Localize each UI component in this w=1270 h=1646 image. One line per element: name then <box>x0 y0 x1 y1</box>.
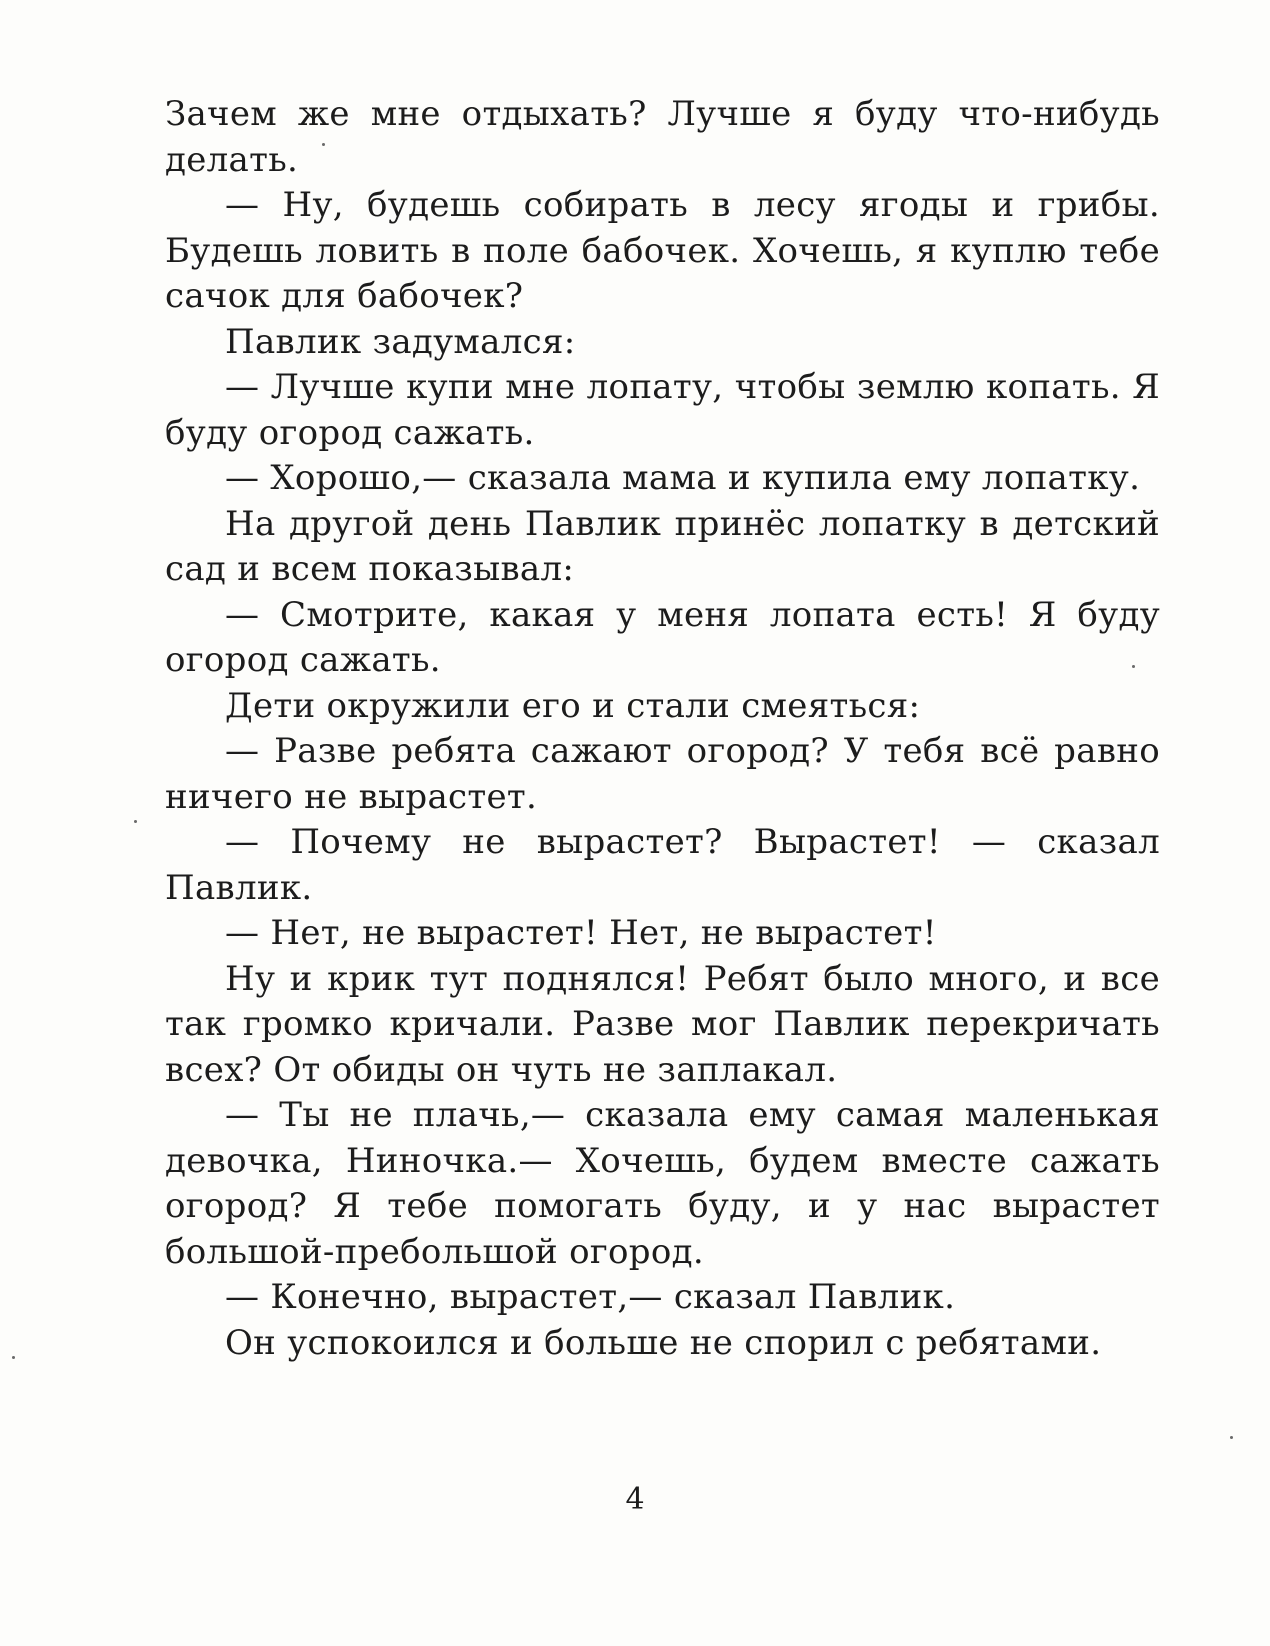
paragraph: — Почему не вырастет? Вырастет! — сказал Павлик. <box>165 822 1160 908</box>
paragraph: — Лучше купи мне лопату, чтобы землю копать. Я буду огород сажать. <box>165 367 1160 453</box>
paragraph: Павлик задумался: <box>225 321 576 362</box>
paragraph: — Ну, будешь собирать в лесу ягоды и грибы. Будешь ловить в поле бабочек. Хочешь, я куплю тебе сачок для бабочек? <box>165 185 1160 316</box>
paragraph: — Конечно, вырастет,— сказал Павлик. <box>225 1277 956 1317</box>
paper-speck <box>12 1356 15 1359</box>
paragraph: Ну и крик тут поднялся! Ребят было много, и все так громко кричали. Разве мог Павлик перекричать всех? От обиды он чуть не заплакал. <box>165 958 1160 1090</box>
paragraph: — Разве ребята сажают огород? У тебя всё равно ничего не вырастет. <box>165 731 1160 817</box>
story-text <box>165 92 1160 1366</box>
paragraph: — Нет, не вырастет! Нет, не вырастет! <box>225 913 937 953</box>
paragraph: На другой день Павлик принёс лопатку в детский сад и всем показывал: <box>165 503 1160 589</box>
paragraph: Дети окружили его и стали смеяться: <box>225 685 921 726</box>
paragraph: — Ты не плачь,— сказала ему самая маленькая девочка, Ниночка.— Хочешь, будем вместе сажать огород? Я тебе помогать буду, и у нас вырастет большой-пребольшой огород. <box>165 1095 1160 1272</box>
paper-speck <box>134 820 137 823</box>
paper-speck <box>1132 665 1135 668</box>
page-number: 4 <box>625 1482 645 1517</box>
paragraph: — Хорошо,— сказала мама и купила ему лопатку. <box>225 458 1141 498</box>
paper-speck <box>322 143 325 146</box>
paper-speck <box>1230 1436 1233 1439</box>
paragraph: — Смотрите, какая у меня лопата есть! Я буду огород сажать. <box>165 594 1160 680</box>
paragraph: Он успокоился и больше не спорил с ребятами. <box>225 1322 1102 1363</box>
paragraph: Зачем же мне отдыхать? Лучше я буду что-нибудь делать. <box>165 94 1160 180</box>
